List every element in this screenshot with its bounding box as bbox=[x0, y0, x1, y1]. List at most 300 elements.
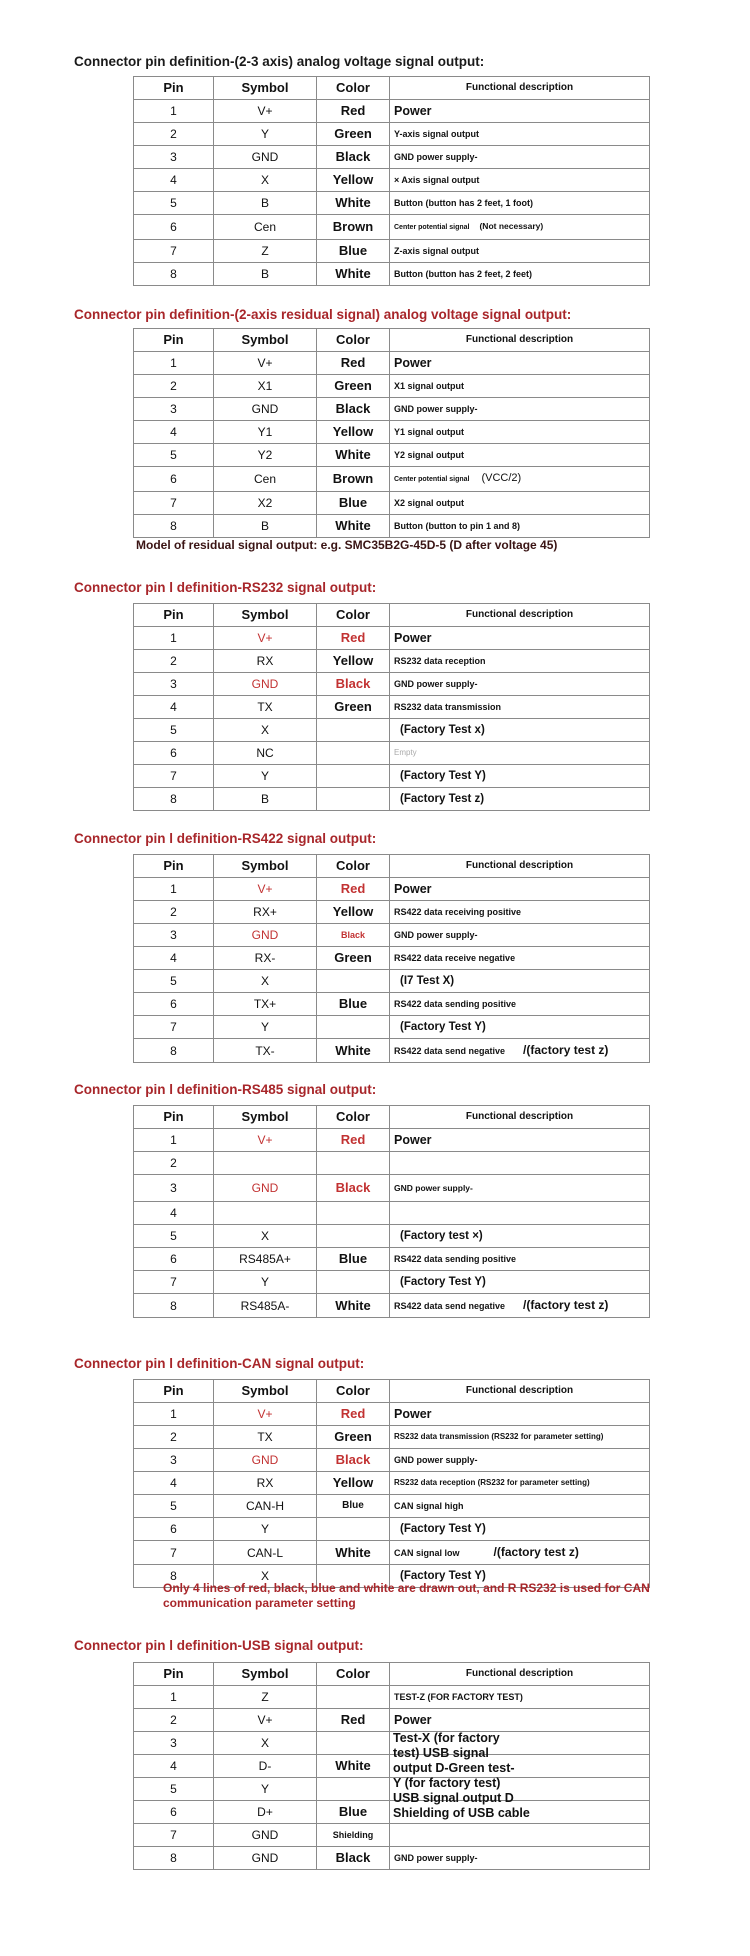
wire-color: Black bbox=[317, 924, 390, 947]
table-row bbox=[134, 1709, 650, 1732]
pin-description-text: Center potential signal bbox=[394, 476, 470, 483]
pin-symbol: GND bbox=[214, 1824, 317, 1847]
section-title: Connector pin l definition-RS422 signal output: bbox=[74, 831, 377, 846]
usb-overlay-line: output D-Green test- bbox=[393, 1761, 515, 1775]
table-row bbox=[134, 878, 650, 901]
wire-color: White bbox=[317, 1755, 390, 1778]
pin-number: 4 bbox=[134, 421, 214, 444]
pin-symbol: V+ bbox=[214, 1129, 317, 1152]
pin-symbol: Z bbox=[214, 240, 317, 263]
pin-description: (Factory Test Y) bbox=[390, 1016, 650, 1039]
pin-description: GND power supply- bbox=[390, 398, 650, 421]
pin-table bbox=[133, 854, 650, 1063]
pin-number: 1 bbox=[134, 1686, 214, 1709]
pin-symbol: GND bbox=[214, 398, 317, 421]
pin-number: 4 bbox=[134, 1755, 214, 1778]
wire-color: Red bbox=[317, 627, 390, 650]
pin-number: 2 bbox=[134, 650, 214, 673]
table-row bbox=[134, 1541, 650, 1565]
pin-number: 6 bbox=[134, 993, 214, 1016]
header-color: Color bbox=[317, 604, 390, 627]
pin-description: Z-axis signal output bbox=[390, 240, 650, 263]
wire-color bbox=[317, 742, 390, 765]
wire-color bbox=[317, 765, 390, 788]
pin-number: 6 bbox=[134, 742, 214, 765]
pin-description: Y1 signal output bbox=[390, 421, 650, 444]
header-pin: Pin bbox=[134, 329, 214, 352]
pin-symbol: Y bbox=[214, 1518, 317, 1541]
table-row bbox=[134, 444, 650, 467]
header-function: Functional description bbox=[390, 604, 650, 627]
pin-number: 3 bbox=[134, 1732, 214, 1755]
table-row bbox=[134, 467, 650, 492]
pin-description: GND power supply- bbox=[390, 146, 650, 169]
pin-symbol: V+ bbox=[214, 352, 317, 375]
pin-description: GND power supply- bbox=[390, 1175, 650, 1202]
table-row bbox=[134, 1271, 650, 1294]
pin-number: 8 bbox=[134, 515, 214, 538]
wire-color bbox=[317, 1016, 390, 1039]
table-row bbox=[134, 1016, 650, 1039]
table-row bbox=[134, 192, 650, 215]
pin-number: 5 bbox=[134, 192, 214, 215]
wire-color: White bbox=[317, 1039, 390, 1063]
pin-symbol: GND bbox=[214, 673, 317, 696]
pin-description bbox=[390, 1541, 650, 1565]
header-color: Color bbox=[317, 1380, 390, 1403]
table-row bbox=[134, 673, 650, 696]
header-pin: Pin bbox=[134, 1106, 214, 1129]
pin-symbol: B bbox=[214, 788, 317, 811]
table-row bbox=[134, 901, 650, 924]
pin-description: (Factory test ×) bbox=[390, 1225, 650, 1248]
pin-description: (Factory Test Y) bbox=[390, 1565, 650, 1588]
wire-color: Red bbox=[317, 352, 390, 375]
pin-symbol: TX- bbox=[214, 1039, 317, 1063]
pin-description: (Factory Test x) bbox=[390, 719, 650, 742]
pin-symbol: Y bbox=[214, 765, 317, 788]
header-function: Functional description bbox=[390, 1663, 650, 1686]
pin-number: 4 bbox=[134, 169, 214, 192]
table-header-row bbox=[134, 1663, 650, 1686]
pin-number: 7 bbox=[134, 1016, 214, 1039]
pin-symbol: Y1 bbox=[214, 421, 317, 444]
pin-description: Power bbox=[390, 352, 650, 375]
pin-description: RS422 data receive negative bbox=[390, 947, 650, 970]
header-pin: Pin bbox=[134, 604, 214, 627]
pin-description: GND power supply- bbox=[390, 1847, 650, 1870]
pin-number: 4 bbox=[134, 696, 214, 719]
pin-symbol: B bbox=[214, 263, 317, 286]
table-row bbox=[134, 492, 650, 515]
pin-number: 2 bbox=[134, 901, 214, 924]
pin-number: 8 bbox=[134, 263, 214, 286]
wire-color: Black bbox=[317, 1175, 390, 1202]
pin-symbol: X bbox=[214, 1732, 317, 1755]
pin-symbol: TX bbox=[214, 696, 317, 719]
table-row bbox=[134, 719, 650, 742]
wire-color bbox=[317, 1732, 390, 1755]
wire-color: Black bbox=[317, 1847, 390, 1870]
table-row bbox=[134, 1129, 650, 1152]
table-row bbox=[134, 696, 650, 719]
table-row bbox=[134, 1518, 650, 1541]
table-row bbox=[134, 947, 650, 970]
table-row bbox=[134, 1202, 650, 1225]
section-title: Connector pin l definition-USB signal output: bbox=[74, 1638, 364, 1653]
pin-symbol: B bbox=[214, 192, 317, 215]
pin-number: 6 bbox=[134, 1801, 214, 1824]
pin-description: Button (button to pin 1 and 8) bbox=[390, 515, 650, 538]
pin-number: 7 bbox=[134, 1541, 214, 1565]
pin-description-extra: /(factory test z) bbox=[523, 1298, 609, 1312]
pin-table bbox=[133, 328, 650, 538]
header-function: Functional description bbox=[390, 1106, 650, 1129]
pin-description bbox=[390, 1152, 650, 1175]
wire-color: Red bbox=[317, 1403, 390, 1426]
pin-description: (I7 Test X) bbox=[390, 970, 650, 993]
section-title: Connector pin l definition-CAN signal output: bbox=[74, 1356, 365, 1371]
table-row bbox=[134, 1824, 650, 1847]
pin-number: 1 bbox=[134, 1403, 214, 1426]
pin-description: (Factory Test Y) bbox=[390, 1518, 650, 1541]
usb-overlay-line: test) USB signal bbox=[393, 1746, 489, 1760]
pin-number: 3 bbox=[134, 1449, 214, 1472]
pin-description: (Factory Test Y) bbox=[390, 765, 650, 788]
header-pin: Pin bbox=[134, 77, 214, 100]
wire-color: Yellow bbox=[317, 650, 390, 673]
table-row bbox=[134, 1847, 650, 1870]
wire-color: Blue bbox=[317, 1495, 390, 1518]
pin-symbol: CAN-L bbox=[214, 1541, 317, 1565]
pin-description bbox=[390, 215, 650, 240]
pin-number: 2 bbox=[134, 1152, 214, 1175]
pin-symbol: GND bbox=[214, 924, 317, 947]
pin-symbol: D+ bbox=[214, 1801, 317, 1824]
pin-symbol: X bbox=[214, 1565, 317, 1588]
pin-number: 8 bbox=[134, 1039, 214, 1063]
wire-color: Green bbox=[317, 696, 390, 719]
table-row bbox=[134, 123, 650, 146]
table-row bbox=[134, 100, 650, 123]
wire-color: Green bbox=[317, 375, 390, 398]
pin-description bbox=[390, 1824, 650, 1847]
table-header-row bbox=[134, 855, 650, 878]
pin-symbol: NC bbox=[214, 742, 317, 765]
table-header-row bbox=[134, 1106, 650, 1129]
table-row bbox=[134, 421, 650, 444]
table-row bbox=[134, 742, 650, 765]
table-header-row bbox=[134, 1380, 650, 1403]
usb-overlay-line: USB signal output D bbox=[393, 1791, 514, 1805]
pin-description-extra: /(factory test z) bbox=[493, 1545, 579, 1559]
wire-color: White bbox=[317, 192, 390, 215]
wire-color: White bbox=[317, 515, 390, 538]
pin-description: RS232 data transmission (RS232 for parameter setting) bbox=[390, 1426, 650, 1449]
header-pin: Pin bbox=[134, 1663, 214, 1686]
pin-number: 6 bbox=[134, 467, 214, 492]
pin-number: 5 bbox=[134, 1778, 214, 1801]
pin-number: 7 bbox=[134, 1271, 214, 1294]
pin-symbol: Cen bbox=[214, 215, 317, 240]
pin-description bbox=[390, 1202, 650, 1225]
pin-number: 5 bbox=[134, 1495, 214, 1518]
pin-description: Empty bbox=[390, 742, 650, 765]
table-row bbox=[134, 1686, 650, 1709]
pin-number: 7 bbox=[134, 240, 214, 263]
header-function: Functional description bbox=[390, 855, 650, 878]
pin-table bbox=[133, 603, 650, 811]
wire-color bbox=[317, 1152, 390, 1175]
pin-symbol: Y bbox=[214, 123, 317, 146]
pin-number: 8 bbox=[134, 788, 214, 811]
section-title: Connector pin l definition-RS232 signal output: bbox=[74, 580, 377, 595]
table-row bbox=[134, 1225, 650, 1248]
pin-description: Power bbox=[390, 100, 650, 123]
wire-color: Black bbox=[317, 146, 390, 169]
pin-number: 5 bbox=[134, 970, 214, 993]
pin-number: 3 bbox=[134, 398, 214, 421]
pin-number: 1 bbox=[134, 100, 214, 123]
pin-number: 1 bbox=[134, 352, 214, 375]
pin-symbol: TX bbox=[214, 1426, 317, 1449]
pin-description-extra: /(factory test z) bbox=[523, 1043, 609, 1057]
wire-color: Black bbox=[317, 398, 390, 421]
pin-symbol: V+ bbox=[214, 1709, 317, 1732]
header-color: Color bbox=[317, 1106, 390, 1129]
pin-description: × Axis signal output bbox=[390, 169, 650, 192]
wire-color: Red bbox=[317, 100, 390, 123]
table-row bbox=[134, 650, 650, 673]
pin-number: 1 bbox=[134, 1129, 214, 1152]
wire-color: Blue bbox=[317, 492, 390, 515]
pin-table bbox=[133, 1379, 650, 1588]
header-function: Functional description bbox=[390, 77, 650, 100]
pin-number: 6 bbox=[134, 215, 214, 240]
wire-color bbox=[317, 970, 390, 993]
wire-color: Yellow bbox=[317, 901, 390, 924]
pin-description-text: RS422 data send negative bbox=[394, 1046, 506, 1056]
wire-color: White bbox=[317, 444, 390, 467]
pin-description: X2 signal output bbox=[390, 492, 650, 515]
wire-color: Yellow bbox=[317, 169, 390, 192]
header-symbol: Symbol bbox=[214, 1106, 317, 1129]
pin-symbol: CAN-H bbox=[214, 1495, 317, 1518]
wire-color: Black bbox=[317, 673, 390, 696]
pin-symbol: RX bbox=[214, 650, 317, 673]
header-symbol: Symbol bbox=[214, 77, 317, 100]
wire-color: Green bbox=[317, 947, 390, 970]
pin-description: GND power supply- bbox=[390, 673, 650, 696]
pin-table bbox=[133, 1105, 650, 1318]
table-row bbox=[134, 515, 650, 538]
table-row bbox=[134, 1449, 650, 1472]
pin-symbol bbox=[214, 1202, 317, 1225]
table-row bbox=[134, 1294, 650, 1318]
wire-color: Blue bbox=[317, 240, 390, 263]
pin-symbol: TX+ bbox=[214, 993, 317, 1016]
pin-number: 5 bbox=[134, 444, 214, 467]
pin-description: CAN signal high bbox=[390, 1495, 650, 1518]
pin-number: 4 bbox=[134, 1202, 214, 1225]
residual-model-note: Model of residual signal output: e.g. SMC35B2G-45D-5 (D after voltage 45) bbox=[136, 538, 558, 552]
pin-number: 2 bbox=[134, 375, 214, 398]
pin-description: Power bbox=[390, 1709, 650, 1732]
wire-color: White bbox=[317, 1294, 390, 1318]
wire-color bbox=[317, 719, 390, 742]
wire-color: Shielding bbox=[317, 1824, 390, 1847]
pin-number: 1 bbox=[134, 627, 214, 650]
pin-number: 3 bbox=[134, 146, 214, 169]
pin-symbol: RS485A+ bbox=[214, 1248, 317, 1271]
pin-number: 7 bbox=[134, 1824, 214, 1847]
table-row bbox=[134, 146, 650, 169]
pin-symbol: X2 bbox=[214, 492, 317, 515]
wire-color bbox=[317, 1225, 390, 1248]
pin-description: Power bbox=[390, 1403, 650, 1426]
pin-symbol: B bbox=[214, 515, 317, 538]
pin-description: X1 signal output bbox=[390, 375, 650, 398]
pin-symbol bbox=[214, 1152, 317, 1175]
table-row bbox=[134, 1039, 650, 1063]
table-header-row bbox=[134, 329, 650, 352]
pin-symbol: GND bbox=[214, 1847, 317, 1870]
pin-description bbox=[390, 1039, 650, 1063]
wire-color bbox=[317, 1518, 390, 1541]
wire-color bbox=[317, 1778, 390, 1801]
pin-symbol: Y2 bbox=[214, 444, 317, 467]
section-title: Connector pin definition-(2-3 axis) analog voltage signal output: bbox=[74, 54, 485, 69]
wire-color: Red bbox=[317, 878, 390, 901]
table-row bbox=[134, 398, 650, 421]
wire-color: Yellow bbox=[317, 421, 390, 444]
pin-symbol: RS485A- bbox=[214, 1294, 317, 1318]
wire-color bbox=[317, 1686, 390, 1709]
can-note-line2: communication parameter setting bbox=[163, 1596, 356, 1610]
pin-symbol: RX+ bbox=[214, 901, 317, 924]
table-row bbox=[134, 1152, 650, 1175]
wire-color: Blue bbox=[317, 1801, 390, 1824]
header-function: Functional description bbox=[390, 329, 650, 352]
pin-symbol: V+ bbox=[214, 878, 317, 901]
pin-description: RS232 data reception bbox=[390, 650, 650, 673]
pin-symbol: Y bbox=[214, 1016, 317, 1039]
pin-description: GND power supply- bbox=[390, 1449, 650, 1472]
pin-description: Button (button has 2 feet, 2 feet) bbox=[390, 263, 650, 286]
wire-color: Brown bbox=[317, 467, 390, 492]
table-row bbox=[134, 1248, 650, 1271]
pin-number: 5 bbox=[134, 1225, 214, 1248]
pin-symbol: RX bbox=[214, 1472, 317, 1495]
pin-description-text: RS422 data send negative bbox=[394, 1301, 506, 1311]
wire-color: Green bbox=[317, 123, 390, 146]
section-title: Connector pin l definition-RS485 signal output: bbox=[74, 1082, 377, 1097]
wire-color: Yellow bbox=[317, 1472, 390, 1495]
pin-number: 4 bbox=[134, 947, 214, 970]
table-row bbox=[134, 215, 650, 240]
pin-description: RS232 data reception (RS232 for parameter setting) bbox=[390, 1472, 650, 1495]
header-symbol: Symbol bbox=[214, 329, 317, 352]
table-row bbox=[134, 924, 650, 947]
pin-number: 1 bbox=[134, 878, 214, 901]
header-pin: Pin bbox=[134, 855, 214, 878]
pin-description: Y-axis signal output bbox=[390, 123, 650, 146]
pin-description: RS422 data sending positive bbox=[390, 993, 650, 1016]
wire-color: White bbox=[317, 1541, 390, 1565]
pin-description: GND power supply- bbox=[390, 924, 650, 947]
pin-description: (Factory Test z) bbox=[390, 788, 650, 811]
pin-number: 2 bbox=[134, 1426, 214, 1449]
table-row bbox=[134, 169, 650, 192]
wire-color bbox=[317, 788, 390, 811]
wire-color: Blue bbox=[317, 993, 390, 1016]
pin-symbol: V+ bbox=[214, 627, 317, 650]
wire-color: Red bbox=[317, 1129, 390, 1152]
pin-symbol: Cen bbox=[214, 467, 317, 492]
pin-symbol: X bbox=[214, 719, 317, 742]
table-row bbox=[134, 788, 650, 811]
pin-description: TEST-Z (FOR FACTORY TEST) bbox=[390, 1686, 650, 1709]
header-color: Color bbox=[317, 855, 390, 878]
pin-number: 7 bbox=[134, 492, 214, 515]
wire-color: Green bbox=[317, 1426, 390, 1449]
pin-number: 4 bbox=[134, 1472, 214, 1495]
pin-number: 7 bbox=[134, 765, 214, 788]
table-header-row bbox=[134, 604, 650, 627]
wire-color: Brown bbox=[317, 215, 390, 240]
table-row bbox=[134, 240, 650, 263]
pin-description: Power bbox=[390, 627, 650, 650]
pin-description bbox=[390, 1294, 650, 1318]
table-row bbox=[134, 1495, 650, 1518]
pin-description-text: CAN signal low bbox=[394, 1548, 460, 1558]
wire-color bbox=[317, 1202, 390, 1225]
pin-description-extra: (Not necessary) bbox=[479, 221, 544, 231]
pin-symbol: GND bbox=[214, 146, 317, 169]
header-color: Color bbox=[317, 1663, 390, 1686]
pin-number: 8 bbox=[134, 1847, 214, 1870]
pin-symbol: GND bbox=[214, 1449, 317, 1472]
pin-description: Button (button has 2 feet, 1 foot) bbox=[390, 192, 650, 215]
table-row bbox=[134, 263, 650, 286]
usb-overlay-line: Y (for factory test) bbox=[393, 1776, 501, 1790]
wire-color: Red bbox=[317, 1709, 390, 1732]
pin-symbol: V+ bbox=[214, 1403, 317, 1426]
section-title: Connector pin definition-(2-axis residual signal) analog voltage signal output: bbox=[74, 307, 572, 322]
pin-number: 6 bbox=[134, 1248, 214, 1271]
pin-description-text: Center potential signal bbox=[394, 224, 470, 231]
table-row bbox=[134, 1403, 650, 1426]
pin-description: Y2 signal output bbox=[390, 444, 650, 467]
header-color: Color bbox=[317, 329, 390, 352]
pin-symbol: Y bbox=[214, 1271, 317, 1294]
header-function: Functional description bbox=[390, 1380, 650, 1403]
pin-description: (Factory Test Y) bbox=[390, 1271, 650, 1294]
pin-description: RS422 data receiving positive bbox=[390, 901, 650, 924]
pin-number: 5 bbox=[134, 719, 214, 742]
pin-number: 3 bbox=[134, 673, 214, 696]
table-row bbox=[134, 1426, 650, 1449]
pin-description: RS232 data transmission bbox=[390, 696, 650, 719]
pin-description: Power bbox=[390, 1129, 650, 1152]
pin-number: 3 bbox=[134, 924, 214, 947]
table-row bbox=[134, 1175, 650, 1202]
wire-color: Blue bbox=[317, 1248, 390, 1271]
pin-symbol: RX- bbox=[214, 947, 317, 970]
header-symbol: Symbol bbox=[214, 604, 317, 627]
pin-symbol: Z bbox=[214, 1686, 317, 1709]
pin-symbol: X bbox=[214, 1225, 317, 1248]
